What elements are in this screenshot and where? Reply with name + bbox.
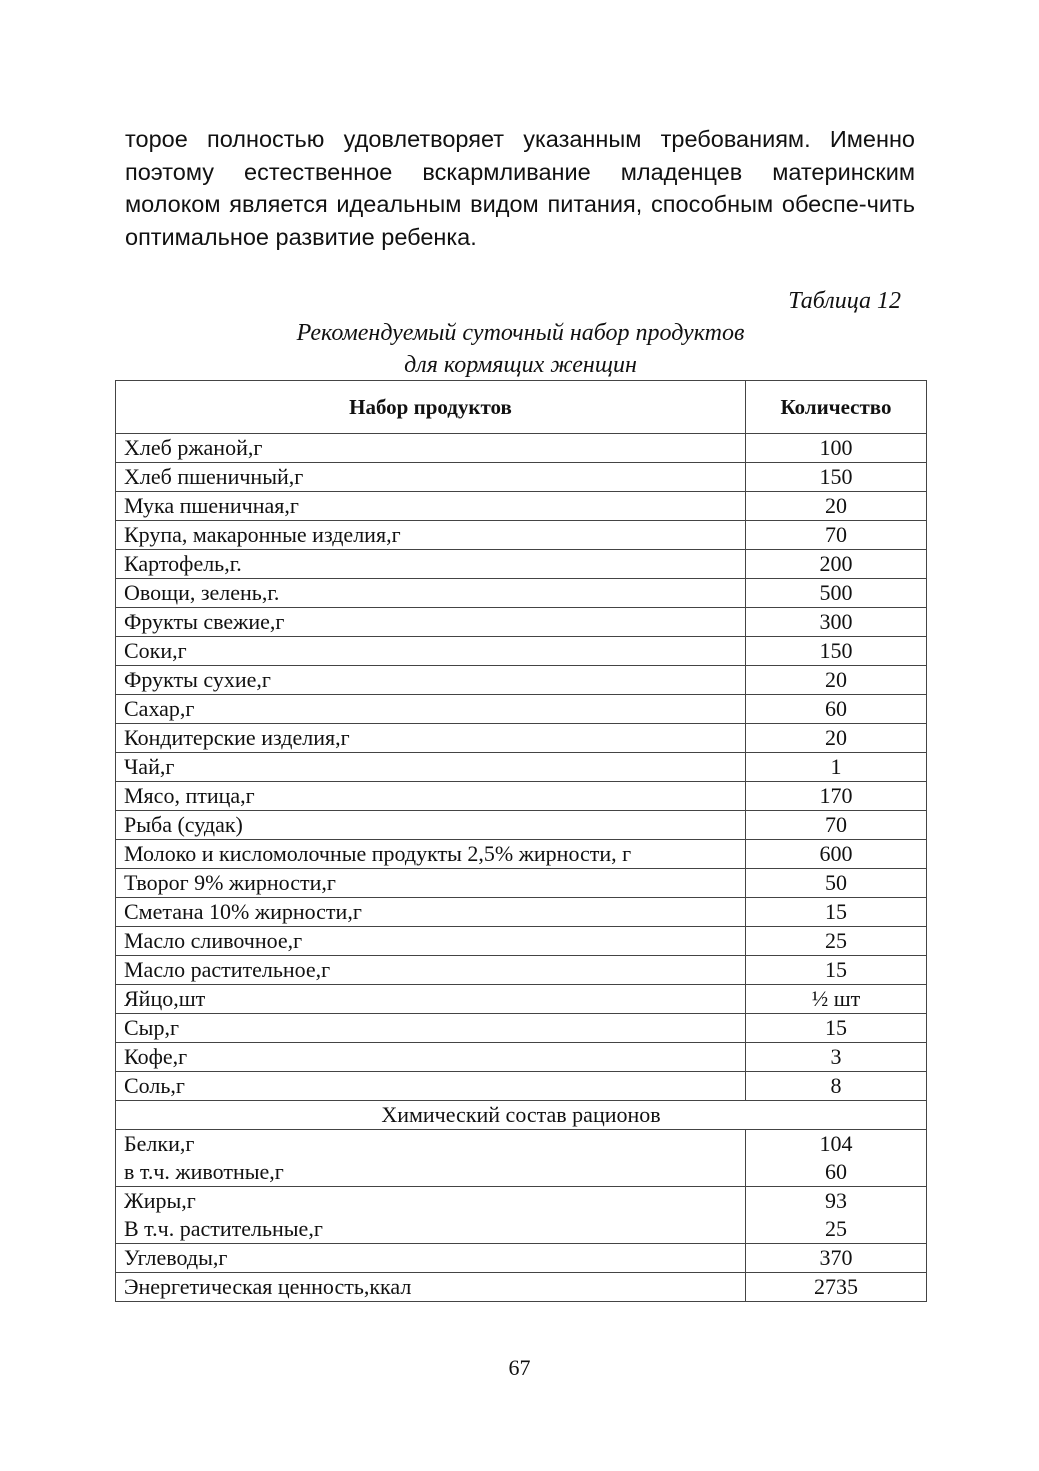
product-cell: Мука пшеничная,г	[116, 492, 746, 521]
table-row	[116, 1043, 927, 1072]
section-row	[116, 1101, 927, 1130]
quantity-cell: 20	[746, 666, 927, 695]
table-row	[116, 811, 927, 840]
nutrient-name: Белки,г	[124, 1131, 195, 1156]
quantity-cell: 370	[746, 1244, 927, 1273]
quantity-cell: 200	[746, 550, 927, 579]
quantity-cell: 60	[746, 695, 927, 724]
table-row	[116, 898, 927, 927]
table-row	[116, 840, 927, 869]
table-row	[116, 1273, 927, 1302]
product-cell: Углеводы,г	[116, 1244, 746, 1273]
table-row	[116, 753, 927, 782]
table-row	[116, 724, 927, 753]
product-cell: Картофель,г.	[116, 550, 746, 579]
table-row	[116, 1244, 927, 1273]
quantity-cell: 20	[746, 492, 927, 521]
product-cell: Творог 9% жирности,г	[116, 869, 746, 898]
composition-row	[116, 1130, 927, 1187]
quantity-cell: 15	[746, 1014, 927, 1043]
nutrient-cell	[116, 1130, 746, 1187]
product-cell: Крупа, макаронные изделия,г	[116, 521, 746, 550]
table-row	[116, 985, 927, 1014]
product-cell: Яйцо,шт	[116, 985, 746, 1014]
nutrient-value: 93	[825, 1188, 847, 1213]
table-row	[116, 492, 927, 521]
table-header-row	[116, 381, 927, 434]
table-row	[116, 608, 927, 637]
quantity-cell: 2735	[746, 1273, 927, 1302]
nutrient-subname: В т.ч. растительные,г	[124, 1216, 323, 1241]
product-cell: Кондитерские изделия,г	[116, 724, 746, 753]
product-cell: Масло сливочное,г	[116, 927, 746, 956]
header-product: Набор продуктов	[116, 381, 746, 434]
table-title-line-1: Рекомендуемый суточный набор продуктов	[296, 320, 745, 346]
product-cell: Соль,г	[116, 1072, 746, 1101]
table-body	[116, 434, 927, 1302]
product-cell: Чай,г	[116, 753, 746, 782]
nutrient-value-cell	[746, 1130, 927, 1187]
table-row	[116, 579, 927, 608]
table-title-line-2: для кормящих женщин	[404, 352, 637, 378]
table-row	[116, 695, 927, 724]
nutrient-value-cell	[746, 1187, 927, 1244]
table-row	[116, 1072, 927, 1101]
header-quantity: Количество	[746, 381, 927, 434]
nutrient-subvalue: 25	[825, 1216, 847, 1241]
nutrient-name: Жиры,г	[124, 1188, 196, 1213]
quantity-cell: ½ шт	[746, 985, 927, 1014]
table-row	[116, 434, 927, 463]
table-label: Таблица 12	[788, 288, 901, 314]
nutrient-subname: в т.ч. животные,г	[124, 1159, 284, 1184]
composition-row	[116, 1187, 927, 1244]
product-cell: Рыба (судак)	[116, 811, 746, 840]
product-cell: Овощи, зелень,г.	[116, 579, 746, 608]
quantity-cell: 100	[746, 434, 927, 463]
table-row	[116, 463, 927, 492]
product-cell: Соки,г	[116, 637, 746, 666]
quantity-cell: 70	[746, 521, 927, 550]
table-row	[116, 782, 927, 811]
section-title: Химический состав рационов	[116, 1101, 927, 1130]
product-cell: Фрукты свежие,г	[116, 608, 746, 637]
nutrient-cell	[116, 1187, 746, 1244]
quantity-cell: 170	[746, 782, 927, 811]
product-cell: Кофе,г	[116, 1043, 746, 1072]
quantity-cell: 15	[746, 956, 927, 985]
quantity-cell: 600	[746, 840, 927, 869]
quantity-cell: 150	[746, 637, 927, 666]
table-row	[116, 927, 927, 956]
products-table	[115, 380, 927, 1302]
table-row	[116, 666, 927, 695]
nutrient-subvalue: 60	[825, 1159, 847, 1184]
product-cell: Фрукты сухие,г	[116, 666, 746, 695]
quantity-cell: 8	[746, 1072, 927, 1101]
table-row	[116, 956, 927, 985]
quantity-cell: 300	[746, 608, 927, 637]
product-cell: Сметана 10% жирности,г	[116, 898, 746, 927]
product-cell: Масло растительное,г	[116, 956, 746, 985]
quantity-cell: 70	[746, 811, 927, 840]
product-cell: Энергетическая ценность,ккал	[116, 1273, 746, 1302]
product-cell: Хлеб ржаной,г	[116, 434, 746, 463]
table-row	[116, 521, 927, 550]
page-number: 67	[508, 1355, 531, 1380]
intro-paragraph: торое полностью удовлетворяет указанным требованиям. Именно поэтому естественное вскармливание младенцев материнским молоком является идеальным видом питания, способным обеспе-чить оптимальное развитие ребенка.	[125, 126, 915, 250]
product-cell: Хлеб пшеничный,г	[116, 463, 746, 492]
nutrient-value: 104	[819, 1131, 853, 1156]
quantity-cell: 150	[746, 463, 927, 492]
product-cell: Молоко и кисломолочные продукты 2,5% жирности, г	[116, 840, 746, 869]
quantity-cell: 3	[746, 1043, 927, 1072]
table-row	[116, 637, 927, 666]
quantity-cell: 25	[746, 927, 927, 956]
quantity-cell: 1	[746, 753, 927, 782]
quantity-cell: 15	[746, 898, 927, 927]
product-cell: Мясо, птица,г	[116, 782, 746, 811]
table-title	[115, 317, 926, 381]
table-row	[116, 550, 927, 579]
table-row	[116, 869, 927, 898]
quantity-cell: 50	[746, 869, 927, 898]
product-cell: Сыр,г	[116, 1014, 746, 1043]
table-row	[116, 1014, 927, 1043]
quantity-cell: 500	[746, 579, 927, 608]
product-cell: Сахар,г	[116, 695, 746, 724]
quantity-cell: 20	[746, 724, 927, 753]
